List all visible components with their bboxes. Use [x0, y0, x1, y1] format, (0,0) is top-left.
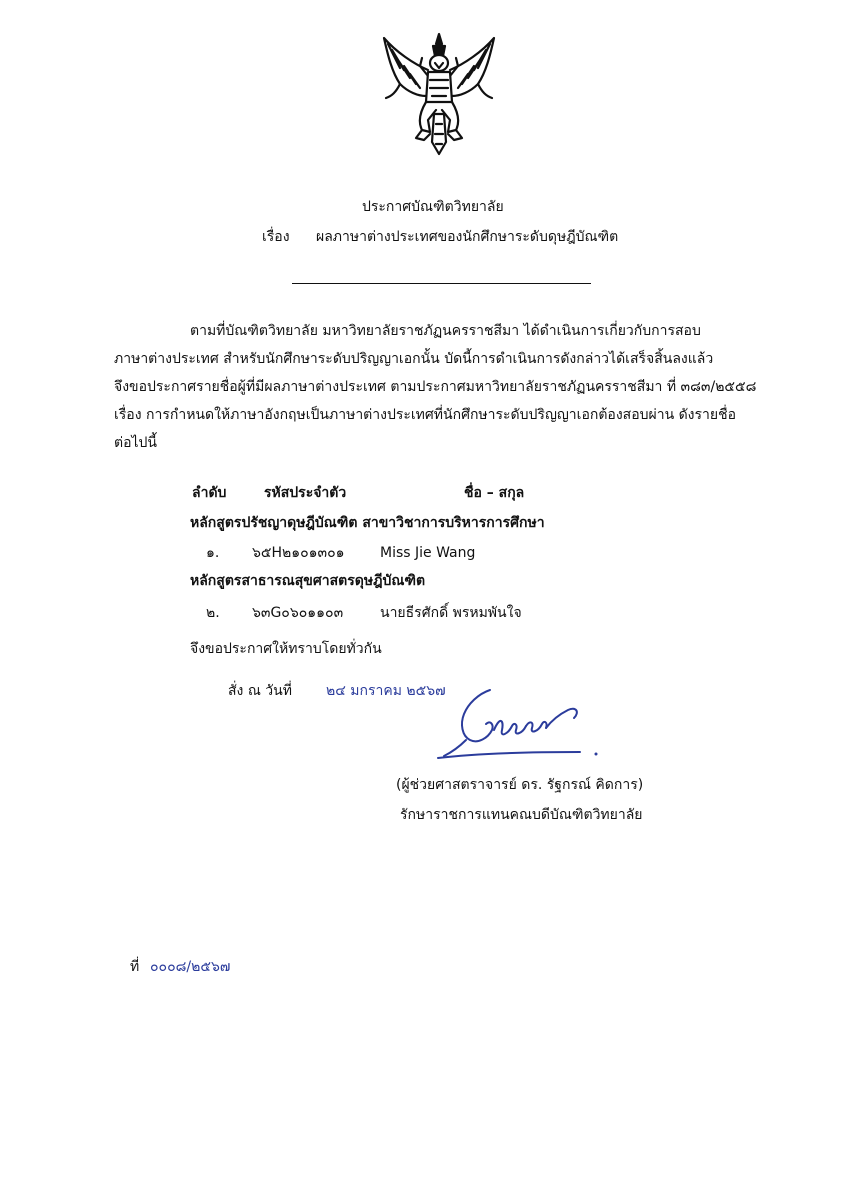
- header-code: รหัสประจำตัว: [264, 485, 347, 501]
- title-divider: [292, 283, 591, 284]
- ref-label: ที่: [130, 959, 140, 975]
- row-order: ๒.: [206, 605, 220, 621]
- document-title: ประกาศบัณฑิตวิทยาลัย: [362, 199, 504, 215]
- header-name: ชื่อ – สกุล: [464, 485, 525, 501]
- garuda-emblem-icon: [378, 30, 500, 158]
- row-code: ๖๓G๐๖๐๑๑๐๓: [252, 605, 344, 621]
- date-value: ๒๔ มกราคม ๒๕๖๗: [326, 683, 446, 699]
- signatory-name: (ผู้ช่วยศาสตราจารย์ ดร. รัฐกรณ์ คิดการ): [396, 777, 644, 793]
- row-name: Miss Jie Wang: [380, 545, 476, 561]
- body-line: ต่อไปนี้: [114, 435, 157, 451]
- signatory-position: รักษาราชการแทนคณบดีบัณฑิตวิทยาลัย: [400, 807, 643, 823]
- row-name: นายธีรศักดิ์ พรหมพันใจ: [380, 605, 522, 621]
- subject-label: เรื่อง: [262, 229, 290, 245]
- program-title: หลักสูตรสาธารณสุขศาสตรดุษฎีบัณฑิต: [190, 573, 426, 589]
- program-title: หลักสูตรปรัชญาดุษฎีบัณฑิต สาขาวิชาการบริหารการศึกษา: [190, 515, 545, 531]
- header-order: ลำดับ: [192, 485, 227, 501]
- body-line: จึงขอประกาศรายชื่อผู้ที่มีผลภาษาต่างประเทศ ตามประกาศมหาวิทยาลัยราชภัฏนครราชสีมา ที่ ๓๘๓/๒๕๕๘: [114, 379, 757, 395]
- row-order: ๑.: [206, 545, 220, 561]
- signature-icon: [430, 680, 610, 770]
- row-code: ๖๕H๒๑๐๑๓๐๑: [252, 545, 345, 561]
- body-line: ภาษาต่างประเทศ สำหรับนักศึกษาระดับปริญญาเอกนั้น บัดนี้การดำเนินการดังกล่าวได้เสร็จสิ้นลงแล้ว: [114, 351, 714, 367]
- body-line: ตามที่บัณฑิตวิทยาลัย มหาวิทยาลัยราชภัฏนครราชสีมา ได้ดำเนินการเกี่ยวกับการสอบ: [190, 323, 701, 339]
- body-line: เรื่อง การกำหนดให้ภาษาอังกฤษเป็นภาษาต่างประเทศที่นักศึกษาระดับปริญญาเอกต้องสอบผ่าน ดังรายชื่อ: [114, 407, 737, 423]
- subject-text: ผลภาษาต่างประเทศของนักศึกษาระดับดุษฎีบัณฑิต: [316, 229, 619, 245]
- ref-number: ๐๐๐๘/๒๕๖๗: [150, 959, 231, 975]
- date-prefix: สั่ง ณ วันที่: [228, 683, 292, 699]
- closing-text: จึงขอประกาศให้ทราบโดยทั่วกัน: [190, 641, 382, 657]
